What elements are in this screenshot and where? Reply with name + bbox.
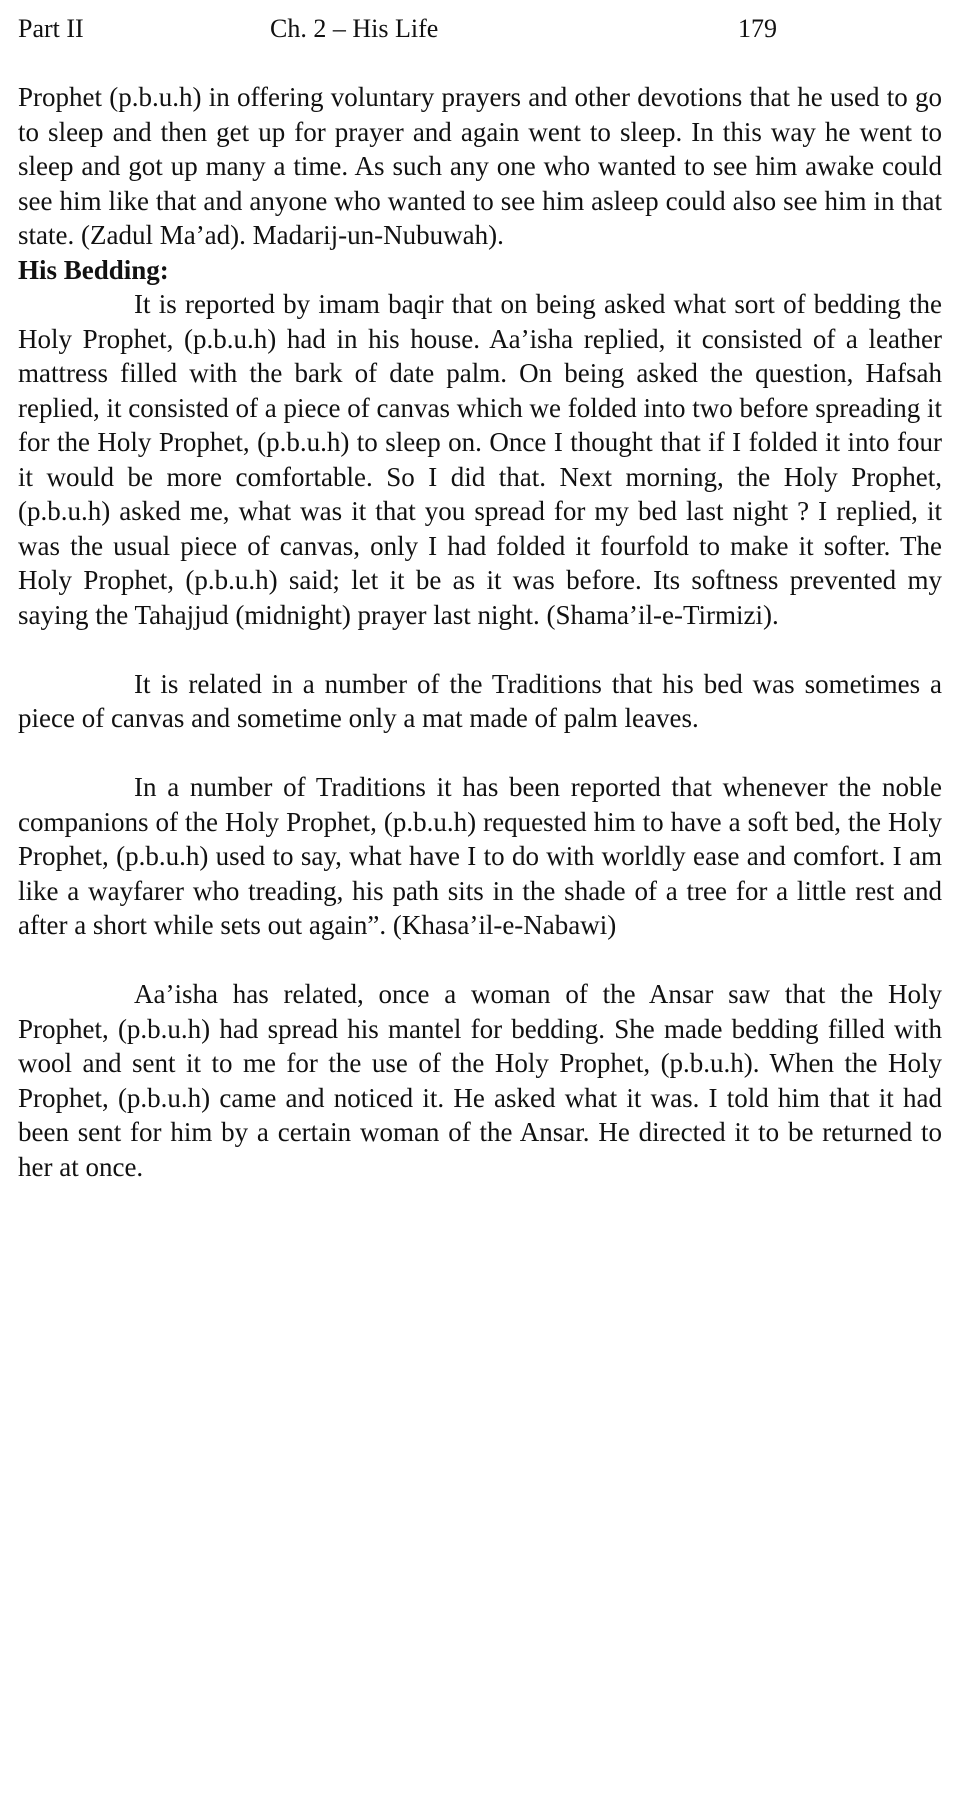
page-body xyxy=(18,80,942,1184)
header-chapter-title: Ch. 2 – His Life xyxy=(270,14,439,43)
continuation-paragraph: Prophet (p.b.u.h) in offering voluntary prayers and other devotions that he used to go to sleep and then get up for prayer and again went to sleep. In this way he went to sleep and got up many a time. As such any one who wanted to see him awake could see him like that and anyone who wanted to see him asleep could also see him in that state. (Zadul Ma’ad). Madarij-un-Nubuwah). xyxy=(18,82,942,250)
paragraph-2: It is related in a number of the Traditions that his bed was sometimes a piece of canvas and sometime only a mat made of palm leaves. xyxy=(18,668,942,733)
header-page-number: 179 xyxy=(738,14,777,43)
header-part: Part II xyxy=(18,14,84,43)
running-header xyxy=(18,12,942,46)
section-heading: His Bedding: xyxy=(18,254,169,285)
paragraph-3: In a number of Traditions it has been reported that whenever the noble companions of the Holy Prophet, (p.b.u.h) requested him to have a soft bed, the Holy Prophet, (p.b.u.h) used to say, what have I to do with worldly ease and comfort. I am like a wayfarer who treading, his path sits in the shade of a tree for a little rest and after a short while sets out again”. (Khasa’il-e-Nabawi) xyxy=(18,772,942,940)
paragraph-4: Aa’isha has related, once a woman of the Ansar saw that the Holy Prophet, (p.b.u.h) had spread his mantel for bedding. She made bedding filled with wool and sent it to me for the use of the Holy Prophet, (p.b.u.h). When the Holy Prophet, (p.b.u.h) came and noticed it. He asked what it was. I told him that it had been sent for him by a certain woman of the Ansar. He directed it to be returned to her at once. xyxy=(18,979,942,1182)
paragraph-1: It is reported by imam baqir that on being asked what sort of bedding the Holy Prophet, (p.b.u.h) had in his house. Aa’isha replied, it consisted of a leather mattress filled with the bark of date palm. On being asked the question, Hafsah replied, it consisted of a piece of canvas which we folded into two before spreading it for the Holy Prophet, (p.b.u.h) to sleep on. Once I thought that if I folded it into four it would be more comfortable. So I did that. Next morning, the Holy Prophet, (p.b.u.h) asked me, what was it that you spread for my bed last night ? I replied, it was the usual piece of canvas, only I had folded it fourfold to make it softer. The Holy Prophet, (p.b.u.h) said; let it be as it was before. Its softness prevented my saying the Tahajjud (midnight) prayer last night. (Shama’il-e-Tirmizi). xyxy=(18,289,942,630)
